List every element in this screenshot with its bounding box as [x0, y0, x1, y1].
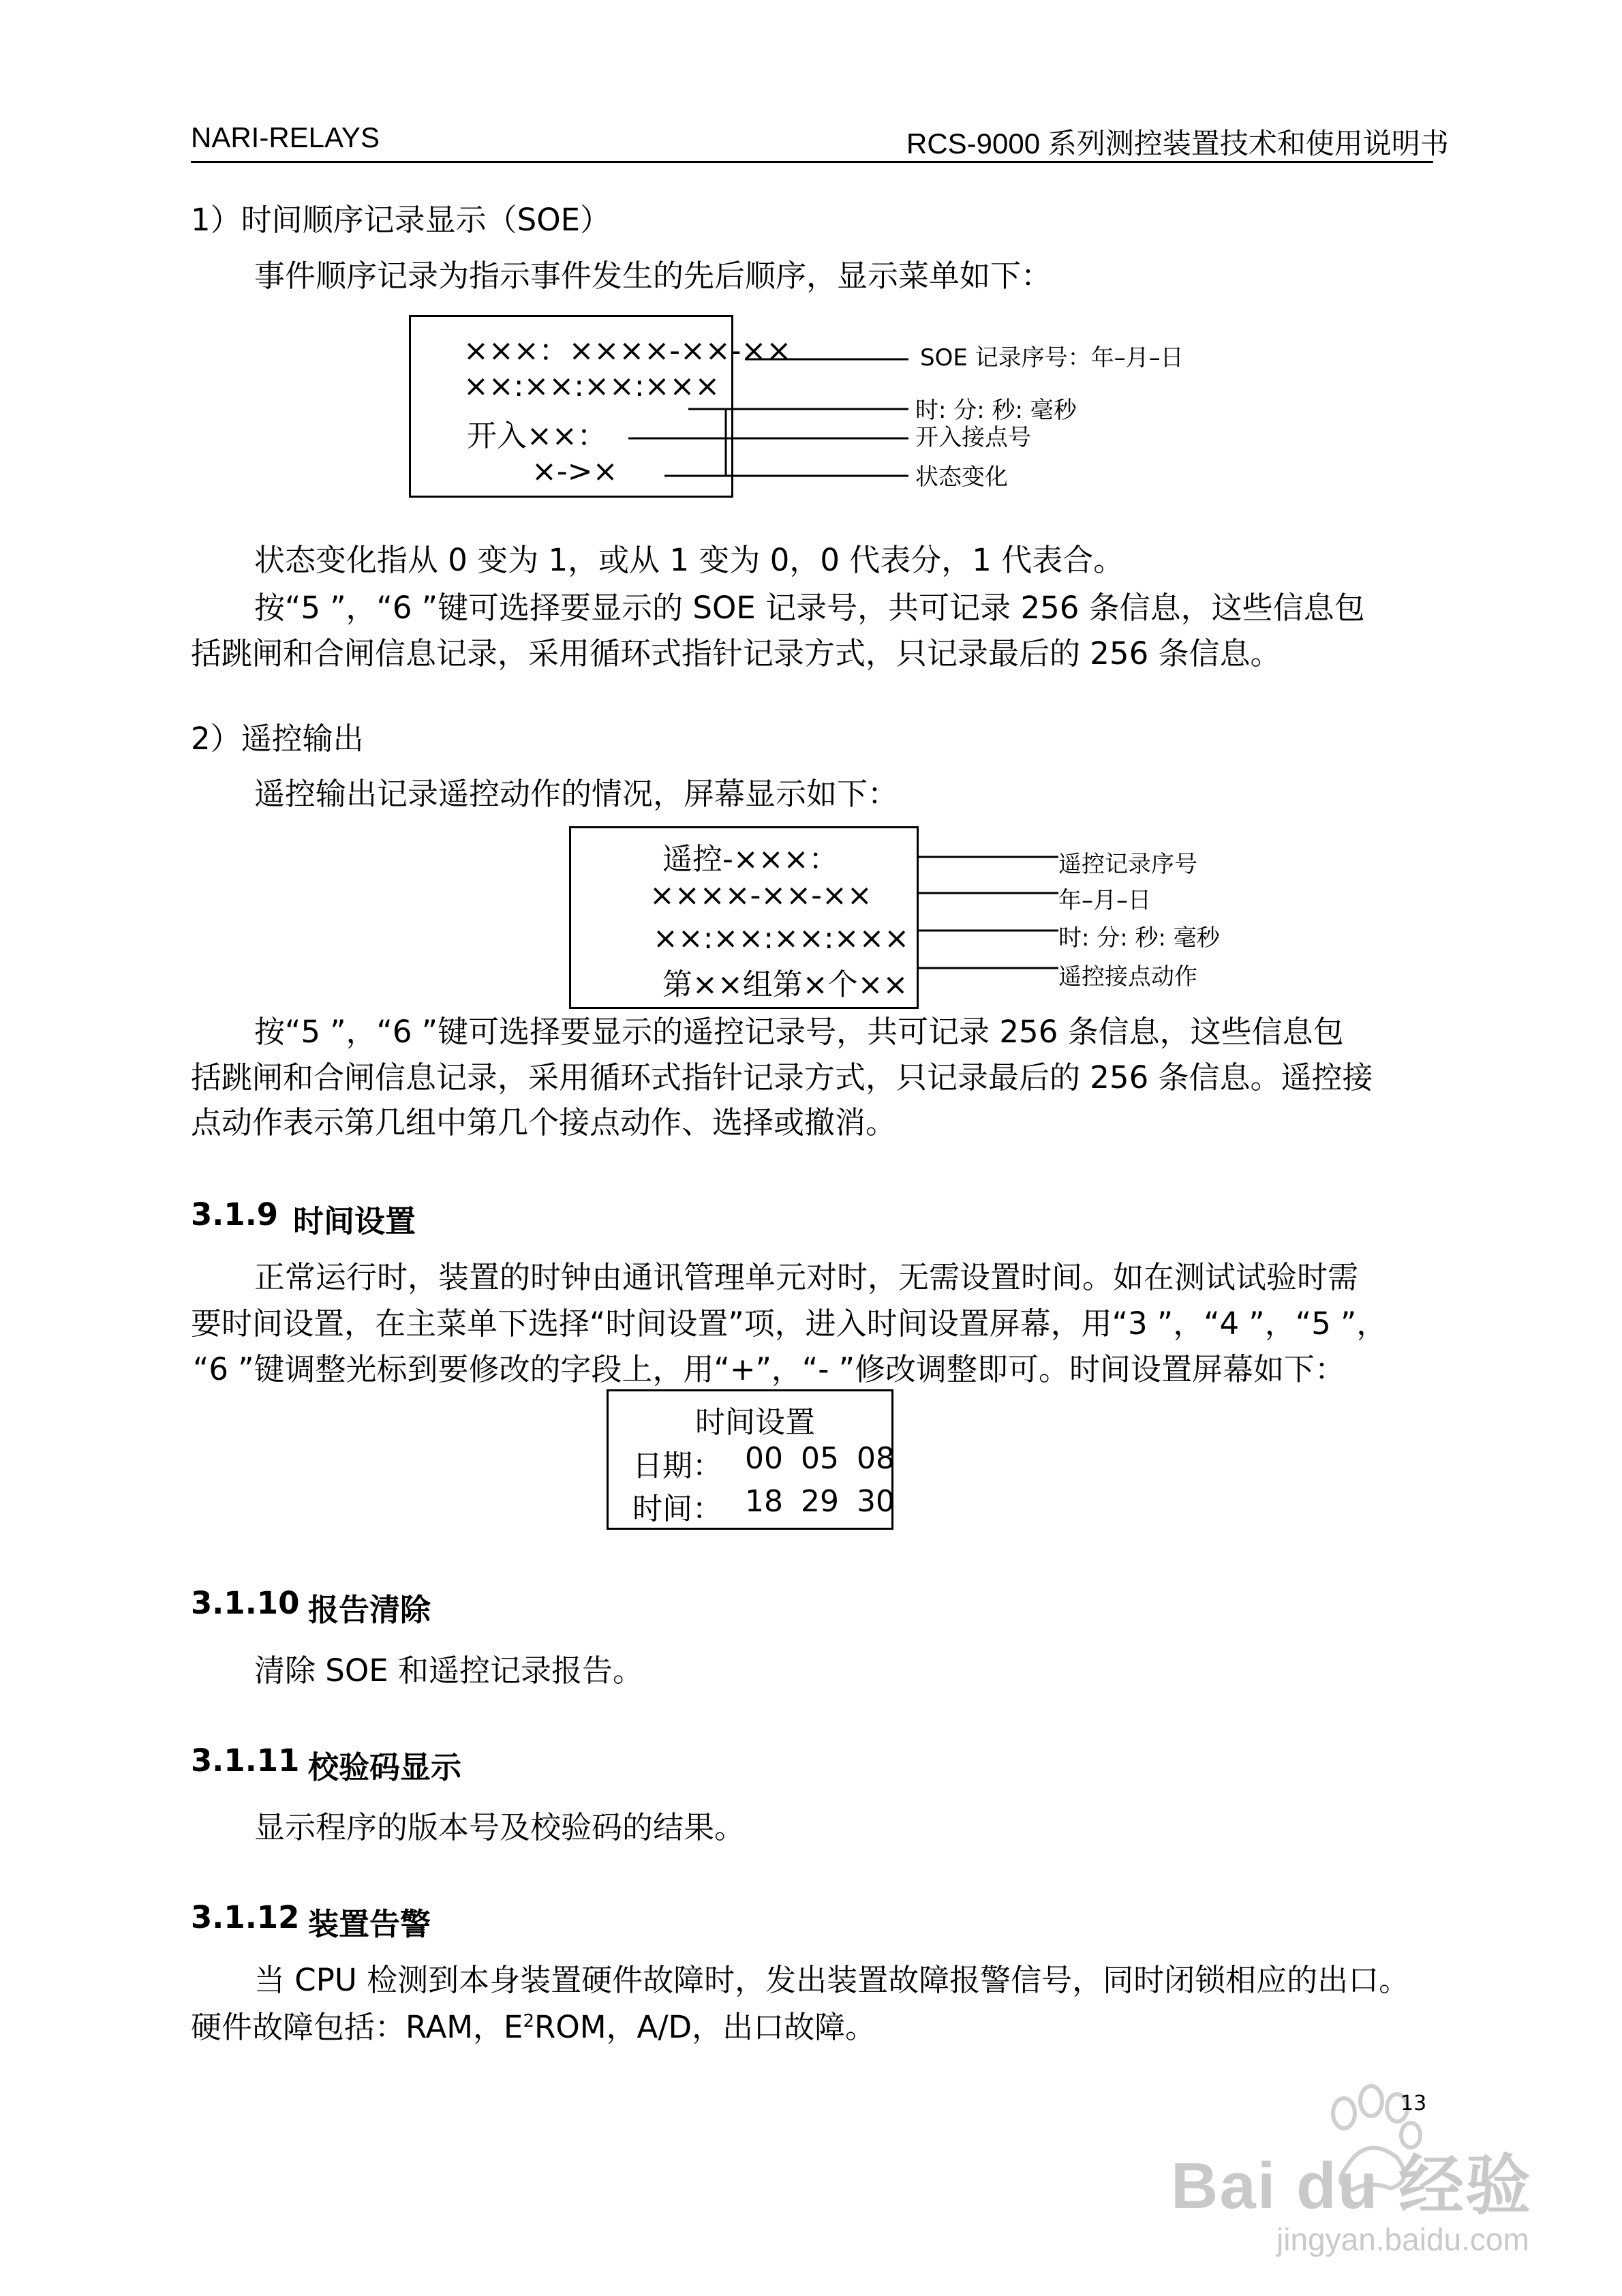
remote-label-4: 遥控接点动作 [1058, 963, 1197, 991]
soe-para-2-line-2: 括跳闸和合闸信息记录，采用循环式指针记录方式，只记录最后的 256 条信息。 [191, 635, 1281, 671]
soe-box-line-1: ×××：××××-××-×× [463, 333, 792, 368]
soe-para-2-line-1: 按“5 ”，“6 ”键可选择要显示的 SOE 记录号，共可记录 256 条信息，这些信息包 [254, 590, 1365, 626]
soe-heading: 1）时间顺序记录显示（SOE） [191, 202, 611, 238]
section-number-3111: 3.1.11 [191, 1742, 300, 1779]
section-number-3110: 3.1.10 [191, 1585, 300, 1621]
remote-box-line-2: ××××-××-×× [649, 878, 872, 913]
remote-label-3: 时: 分: 秒: 毫秒 [1058, 924, 1220, 952]
time-screen-date-value: 00 05 08 [745, 1441, 895, 1476]
section-number-319: 3.1.9 [191, 1196, 279, 1233]
section-title-time-setting: 时间设置 [293, 1203, 416, 1239]
remote-para-line-2: 括跳闸和合闸信息记录，采用循环式指针记录方式，只记录最后的 256 条信息。遥控接 [191, 1059, 1373, 1096]
page-number: 13 [1401, 2091, 1427, 2115]
alarm-line-2-pre: 硬件故障包括：RAM，E [191, 2009, 523, 2045]
soe-label-4: 状态变化 [915, 464, 1008, 491]
section-title-report-clear: 报告清除 [308, 1592, 431, 1628]
remote-heading: 2）遥控输出 [191, 721, 364, 757]
soe-label-1: SOE 记录序号：年–月–日 [920, 344, 1184, 372]
remote-para-line-3: 点动作表示第几组中第几个接点动作、选择或撤消。 [191, 1104, 897, 1141]
time-screen-date-label: 日期： [632, 1449, 722, 1483]
soe-label-2: 时: 分: 秒: 毫秒 [915, 397, 1077, 424]
alarm-line-2-sup: 2 [523, 2011, 535, 2031]
time-setting-line-1: 正常运行时，装置的时钟由通讯管理单元对时，无需设置时间。如在测试试验时需 [254, 1259, 1359, 1295]
alarm-line-2 [191, 2002, 876, 2046]
soe-intro: 事件顺序记录为指示事件发生的先后顺序，显示菜单如下： [254, 258, 1052, 294]
time-screen-time-label: 时间： [632, 1492, 722, 1526]
header-right: RCS-9000 系列测控装置技术和使用说明书 [906, 127, 1449, 160]
watermark-url: jingyan.baidu.com [1276, 2222, 1529, 2257]
soe-box-line-3: 开入××： [467, 419, 607, 453]
section-number-3112: 3.1.12 [191, 1899, 300, 1935]
remote-label-2: 年–月–日 [1058, 887, 1151, 914]
remote-intro: 遥控输出记录遥控动作的情况，屏幕显示如下： [254, 776, 899, 812]
section-title-alarm: 装置告警 [308, 1906, 431, 1942]
soe-box-line-2: ××:××:××:××× [463, 369, 720, 404]
soe-para-1: 状态变化指从 0 变为 1，或从 1 变为 0，0 代表分，1 代表合。 [254, 542, 1124, 578]
section-title-checksum: 校验码显示 [308, 1749, 462, 1785]
remote-box-line-4: 第××组第×个×× [662, 967, 908, 1002]
time-screen-title: 时间设置 [695, 1405, 815, 1440]
alarm-line-2-post: ROM，A/D，出口故障。 [534, 2009, 876, 2045]
remote-box-line-1: 遥控-×××： [662, 842, 839, 877]
soe-box-line-4: ×->× [532, 454, 618, 489]
checksum-text: 显示程序的版本号及校验码的结果。 [254, 1809, 746, 1845]
header-left: NARI-RELAYS [191, 121, 380, 153]
remote-para-line-1: 按“5 ”，“6 ”键可选择要显示的遥控记录号，共可记录 256 条信息，这些信息包 [254, 1014, 1344, 1050]
time-setting-line-2: 要时间设置，在主菜单下选择“时间设置”项，进入时间设置屏幕，用“3 ”，“4 ”，“5 ”， [191, 1305, 1388, 1342]
remote-label-1: 遥控记录序号 [1058, 851, 1197, 878]
report-clear-text: 清除 SOE 和遥控记录报告。 [254, 1652, 644, 1689]
alarm-line-1: 当 CPU 检测到本身装置硬件故障时，发出装置故障报警信号，同时闭锁相应的出口。 [254, 1962, 1410, 1998]
watermark-brand: Bai du 经验 [1171, 2149, 1533, 2222]
soe-label-3: 开入接点号 [915, 424, 1031, 451]
remote-box-line-3: ××:××:××:××× [653, 921, 910, 956]
time-setting-line-3: “6 ”键调整光标到要修改的字段上，用“+”，“- ”修改调整即可。时间设置屏幕如下： [193, 1351, 1346, 1387]
time-screen-time-value: 18 29 30 [745, 1484, 895, 1519]
